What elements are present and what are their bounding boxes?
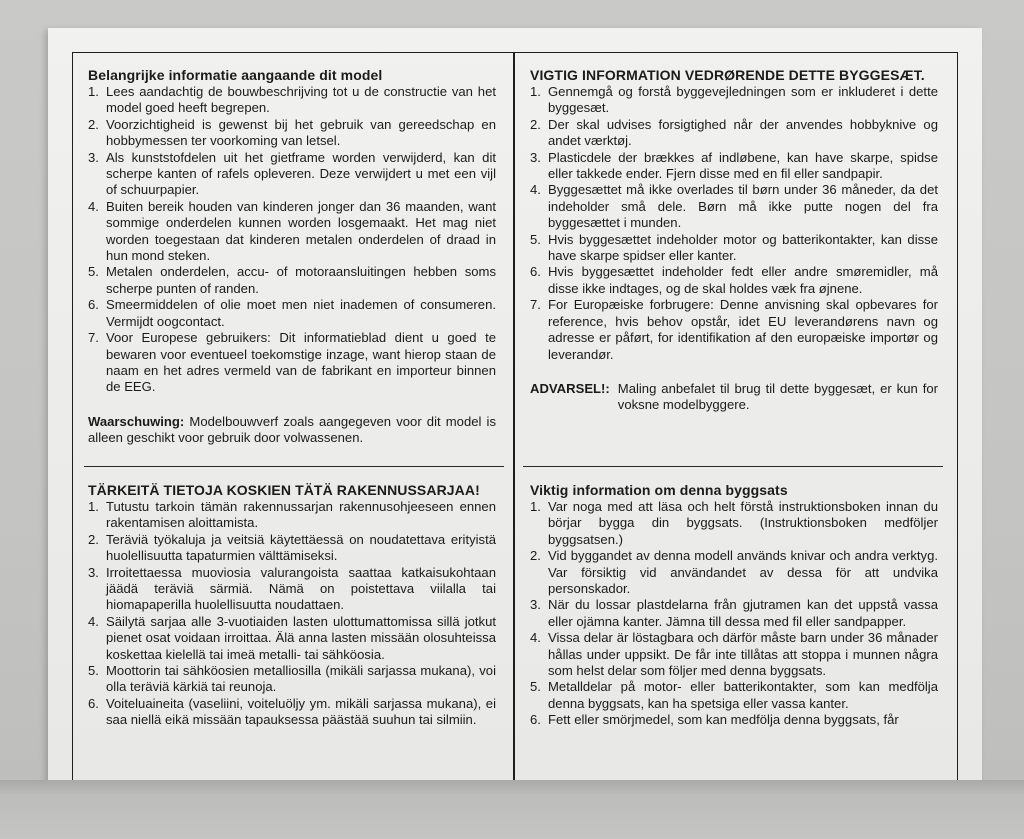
list-item (88, 84, 496, 117)
list-item (530, 499, 938, 548)
warning-note (88, 414, 496, 447)
list-item (88, 696, 496, 729)
item-text: Voorzichtigheid is gewenst bij het gebruik van gereedschap en hobbymessen ter voorkoming van letsel. (106, 116, 496, 149)
item-number: 7. (88, 330, 99, 346)
list-item (530, 84, 938, 117)
item-text: Hvis byggesættet indeholder motor og batterikontakter, kan disse have skarpe spidser eller kanter. (548, 231, 938, 264)
warning-text: Maling anbefalet til brug til dette byggesæt, er kun for voksne modelbyggere. (617, 380, 938, 413)
item-number: 6. (530, 712, 541, 728)
instruction-list (88, 84, 496, 396)
instruction-list (88, 499, 496, 729)
list-item (530, 597, 938, 630)
list-item (88, 264, 496, 297)
list-item (88, 663, 496, 696)
list-item (88, 499, 496, 532)
item-text: Byggesættet må ikke overlades til børn under 36 måneder, da det indeholder små dele. Børn må ikke putte nogen del fra byggesættet i munden. (548, 182, 938, 231)
background-surface (0, 780, 1024, 839)
item-text: Lees aandachtig de bouwbeschrijving tot u de constructie van het model goed heeft begrepen. (106, 84, 496, 116)
warning-text: Modelbouwverf zoals aangegeven voor dit model is alleen geschikt voor gebruik door volwassenen. (88, 413, 496, 446)
section-swedish (530, 482, 938, 729)
section-title: VIGTIG INFORMATION VEDRØRENDE DETTE BYGGESÆT. (530, 67, 925, 83)
warning-label: Waarschuwing: (88, 413, 185, 429)
item-text: For Europæiske forbrugere: Denne anvisning skal opbevares for reference, hvis behov opstår, idet EU leverandørens navn og adresse er påført, for identifikation af den europæiske importør og leverandør. (548, 297, 938, 362)
item-number: 6. (88, 695, 99, 711)
item-number: 2. (530, 116, 541, 132)
warning-label: ADVARSEL!: (530, 380, 610, 396)
item-number: 4. (530, 630, 541, 646)
item-text: Metalldelar på motor- eller batterikontakter, som kan medfölja denna byggsats, kan ha spetsiga eller vassa kanter. (548, 679, 938, 711)
list-item (88, 565, 496, 614)
section-title: Viktig information om denna byggsats (530, 482, 788, 498)
item-text: Metalen onderdelen, accu- of motoraansluitingen hebben soms scherpe punten of randen. (106, 264, 496, 296)
list-item (88, 150, 496, 199)
item-text: Buiten bereik houden van kinderen jonger dan 36 maanden, want sommige onderdelen kunnen worden losgemaakt. Het mag niet worden toegestaan dat kinderen metalen onderdelen of draad in hun mond steken. (106, 198, 496, 264)
list-item (530, 117, 938, 150)
item-text: Hvis byggesættet indeholder fedt eller andre smøremidler, må disse ikke indtages, og de skal holdes væk fra øjnene. (548, 264, 938, 296)
instruction-list (530, 84, 938, 363)
item-text: Plasticdele der brækkes af indløbene, kan have skarpe, spidse eller takkede ender. Fjern disse med en fil eller sandpapir. (548, 149, 938, 182)
item-text: Irroitettaessa muoviosia valurangoista saattaa katkaisukohtaan jäädä teräviä särmiä. Nämä on poistettava viilalla tai hiomapaperilla huolellisuutta noudattaen. (106, 564, 496, 613)
item-text: Als kunststofdelen uit het gietframe worden verwijderd, kan dit scherpe kanten of rafels opleveren. Deze verwijdert u met een vijl of schuurpapier. (106, 149, 496, 198)
section-divider-right (523, 466, 943, 467)
item-number: 5. (530, 679, 541, 695)
item-number: 3. (530, 597, 541, 613)
item-number: 3. (530, 149, 541, 165)
list-item (530, 297, 938, 363)
item-text: Vid byggandet av denna modell används knivar och andra verktyg. Var försiktig vid användandet av dessa för att undvika personskador. (548, 548, 938, 597)
item-number: 4. (88, 198, 99, 214)
instruction-list (530, 499, 938, 729)
list-item (530, 630, 938, 679)
section-dutch (88, 67, 496, 447)
list-item (530, 182, 938, 231)
item-text: Vissa delar är löstagbara och därför måste barn under 36 månader hållas under uppsikt. De får inte tillåtas att stoppa i munnen några som helst delar som följer med denna byggsats. (548, 630, 938, 679)
item-text: Moottorin tai sähköosien metalliosilla (mikäli sarjassa mukana), voi olla teräviä kärkiä tai reunoja. (106, 663, 496, 695)
item-number: 5. (88, 663, 99, 679)
item-text: Var noga med att läsa och helt förstå instruktionsboken innan du börjar bygga din byggsats. (Instruktionsboken medföljer byggsatsen.) (548, 499, 938, 547)
item-number: 1. (530, 499, 541, 514)
item-number: 2. (88, 531, 99, 547)
item-number: 1. (88, 84, 99, 99)
item-text: Der skal udvises forsigtighed når der anvendes hobbyknive og andet værktøj. (548, 116, 938, 149)
item-number: 5. (88, 264, 99, 280)
item-number: 7. (530, 297, 541, 313)
item-text: Voor Europese gebruikers: Dit informatieblad dient u goed te bewaren voor eventueel toekomstige inzage, want hierop staan de naam en het adres vermeld van de fabrikant en importeur binnen de EEG. (106, 330, 496, 395)
item-number: 1. (88, 499, 99, 514)
section-finnish (88, 482, 496, 729)
item-text: Fett eller smörjmedel, som kan medfölja denna byggsats, får (548, 712, 899, 728)
list-item (88, 297, 496, 330)
list-item (530, 264, 938, 297)
item-number: 5. (530, 231, 541, 247)
item-text: Säilytä sarjaa alle 3-vuotiaiden lasten ulottumattomissa sillä jotkut pienet osat voidaan irroittaa. Älä anna lasten missään olosuhteissa koskettaa kielellä tai imeä metalli- tai sähköosia. (106, 613, 496, 662)
item-number: 6. (530, 264, 541, 280)
list-item (530, 679, 938, 712)
list-item (530, 548, 938, 597)
item-text: Tutustu tarkoin tämän rakennussarjan rakennusohjeeseen ennen rakentamisen aloittamista. (106, 499, 496, 531)
section-danish (530, 67, 938, 414)
list-item (530, 150, 938, 183)
item-text: När du lossar plastdelarna från gjutramen kan det uppstå vassa eller ojämna kanter. Jämna till dessa med fil eller sandpapper. (548, 597, 938, 629)
item-number: 2. (88, 116, 99, 132)
list-item (88, 532, 496, 565)
column-divider (513, 52, 515, 783)
item-number: 4. (530, 182, 541, 198)
item-text: Smeermiddelen of olie moet men niet inademen of consumeren. Vermijdt oogcontact. (106, 297, 496, 329)
item-text: Teräviä työkaluja ja veitsiä käytettäessä on noudatettava erityistä huolellisuutta tapaturmien välttämiseksi. (106, 531, 496, 564)
item-number: 6. (88, 297, 99, 313)
section-title: Belangrijke informatie aangaande dit model (88, 67, 383, 83)
list-item (530, 232, 938, 265)
item-number: 3. (88, 149, 99, 165)
item-number: 4. (88, 613, 99, 629)
list-item (88, 614, 496, 663)
list-item (88, 117, 496, 150)
section-title: TÄRKEITÄ TIETOJA KOSKIEN TÄTÄ RAKENNUSSARJAA! (88, 482, 480, 498)
list-item (88, 330, 496, 396)
section-divider-left (84, 466, 504, 467)
warning-note (530, 381, 938, 414)
item-text: Voiteluaineita (vaseliini, voiteluöljy ym. mikäli sarjassa mukana), ei saa niellä eikä missään tapauksessa päästää suuhun tai silmiin. (106, 695, 496, 728)
item-number: 2. (530, 548, 541, 564)
list-item (530, 712, 938, 728)
list-item (88, 199, 496, 265)
item-number: 1. (530, 84, 541, 99)
item-text: Gennemgå og forstå byggevejledningen som er inkluderet i dette byggesæt. (548, 84, 938, 116)
item-number: 3. (88, 564, 99, 580)
